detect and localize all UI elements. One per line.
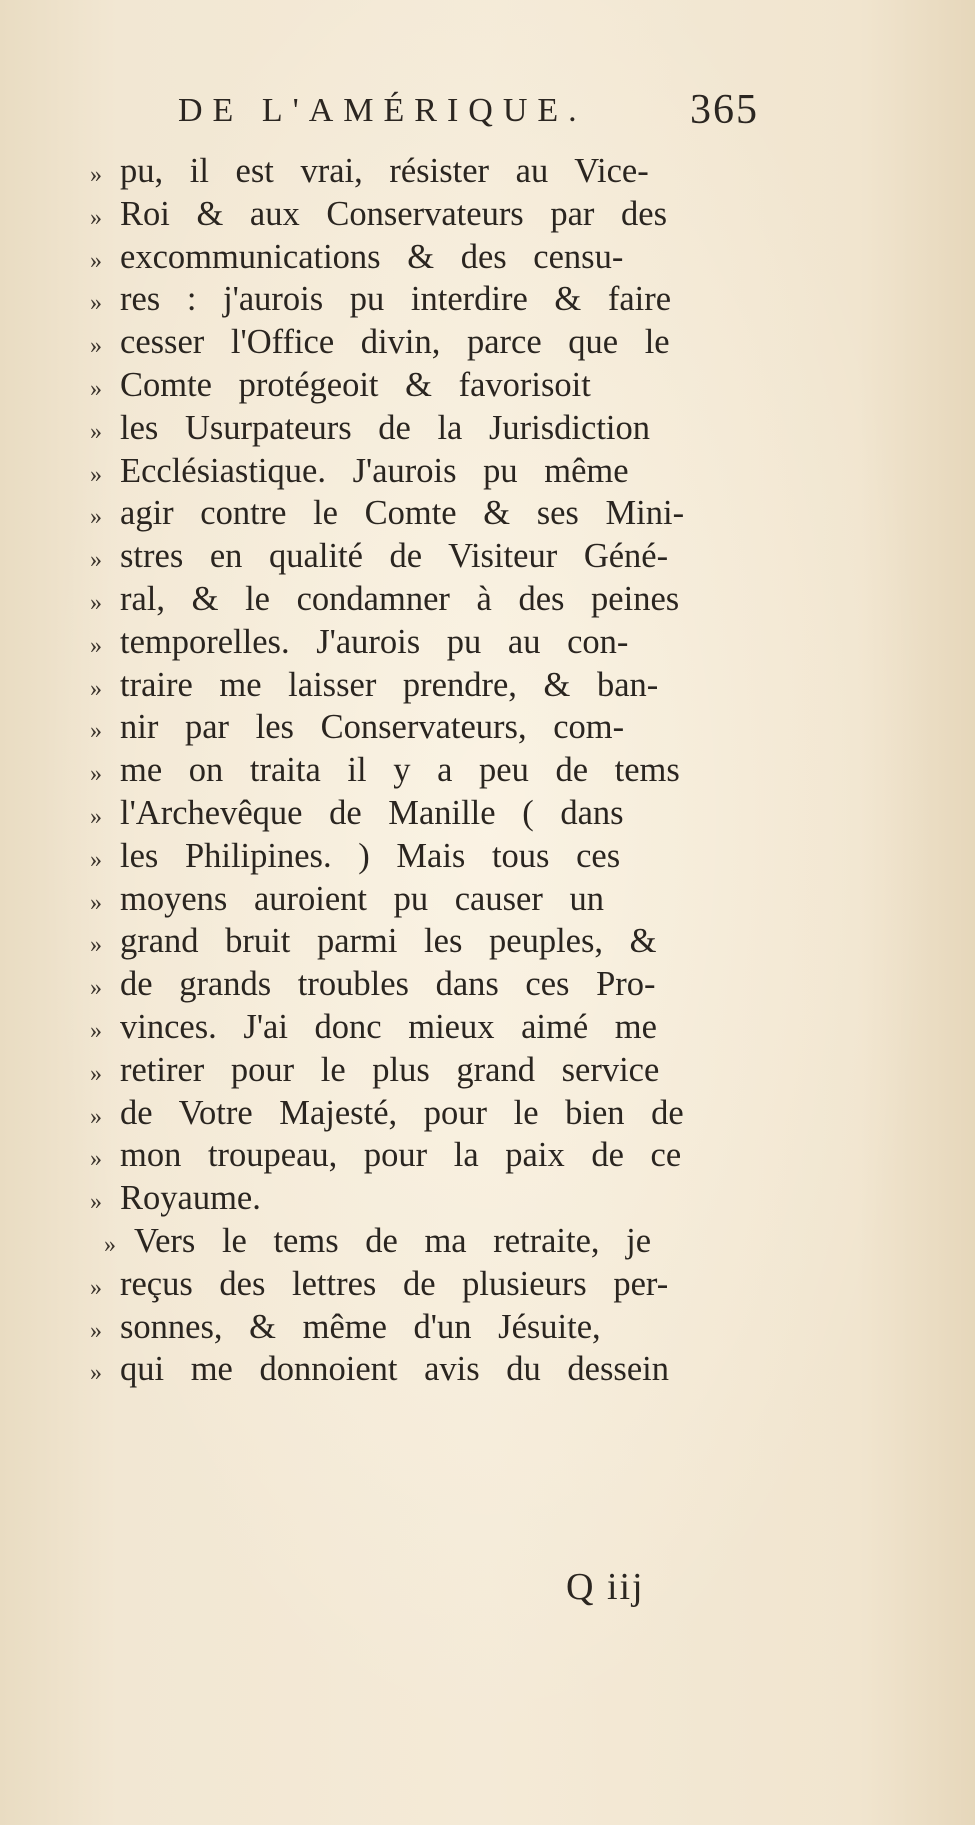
text-line xyxy=(90,452,790,495)
line-text: grand bruit parmi les peuples, & xyxy=(120,922,657,961)
quotation-mark: » xyxy=(90,1103,102,1130)
line-text: sonnes, & même d'un Jésuite, xyxy=(120,1307,601,1346)
text-line xyxy=(90,623,790,666)
quotation-mark: » xyxy=(90,889,102,916)
line-text: moyens auroient pu causer un xyxy=(120,879,604,918)
line-text: vinces. J'ai donc mieux aimé me xyxy=(120,1007,657,1046)
quotation-mark: » xyxy=(90,1189,102,1216)
text-line xyxy=(90,195,790,238)
text-line xyxy=(90,1350,790,1393)
text-line xyxy=(90,751,790,794)
quotation-mark: » xyxy=(90,333,102,360)
quotation-mark: » xyxy=(90,1146,102,1173)
line-text: me on traita il y a peu de tems xyxy=(120,751,680,790)
quotation-mark: » xyxy=(90,761,102,788)
quotation-mark: » xyxy=(90,632,102,659)
text-line xyxy=(90,580,790,623)
line-text: nir par les Conservateurs, com- xyxy=(120,708,625,747)
line-text: les Usurpateurs de la Jurisdiction xyxy=(120,408,650,447)
quotation-mark: » xyxy=(90,975,102,1002)
quotation-mark: » xyxy=(90,846,102,873)
text-line xyxy=(90,280,790,323)
line-text: excommunications & des censu- xyxy=(120,237,624,276)
line-text: les Philipines. ) Mais tous ces xyxy=(120,836,621,875)
text-line xyxy=(90,409,790,452)
text-line xyxy=(90,152,790,195)
text-line xyxy=(90,666,790,709)
quotation-mark: » xyxy=(90,1017,102,1044)
line-text: l'Archevêque de Manille ( dans xyxy=(120,793,624,832)
text-line xyxy=(90,880,790,923)
line-text: Royaume. xyxy=(120,1179,261,1218)
text-line xyxy=(90,494,790,537)
quotation-mark: » xyxy=(104,1231,116,1258)
quotation-mark: » xyxy=(90,1360,102,1387)
line-text: temporelles. J'aurois pu au con- xyxy=(120,622,629,661)
text-line xyxy=(90,1051,790,1094)
text-line xyxy=(90,965,790,1008)
line-text: Comte protégeoit & favorisoit xyxy=(120,365,591,404)
text-line xyxy=(90,366,790,409)
quotation-mark: » xyxy=(90,204,102,231)
quotation-mark: » xyxy=(90,162,102,188)
text-line xyxy=(90,708,790,751)
quotation-mark: » xyxy=(90,1317,102,1344)
quotation-mark: » xyxy=(90,1060,102,1087)
line-text: Roi & aux Conservateurs par des xyxy=(120,194,668,233)
running-title: DE L'AMÉRIQUE. xyxy=(178,92,587,129)
line-text: de grands troubles dans ces Pro- xyxy=(120,965,656,1004)
line-text: retirer pour le plus grand service xyxy=(120,1050,660,1089)
page-header xyxy=(0,86,975,146)
quotation-mark: » xyxy=(90,461,102,488)
text-line xyxy=(90,1222,790,1265)
line-text: cesser l'Office divin, parce que le xyxy=(120,323,670,362)
line-text: Vers le tems de ma retraite, je xyxy=(134,1221,652,1260)
line-text: stres en qualité de Visiteur Géné- xyxy=(120,537,669,576)
text-line xyxy=(90,1179,790,1222)
text-line xyxy=(90,837,790,880)
quotation-mark: » xyxy=(90,418,102,445)
line-text: reçus des lettres de plusieurs per- xyxy=(120,1264,669,1303)
text-line xyxy=(90,323,790,366)
quotation-mark: » xyxy=(90,589,102,616)
quotation-mark: » xyxy=(90,504,102,531)
line-text: Ecclésiastique. J'aurois pu même xyxy=(120,451,629,490)
text-line xyxy=(90,1008,790,1051)
line-text: agir contre le Comte & ses Mini- xyxy=(120,494,685,533)
quotation-mark: » xyxy=(90,547,102,574)
text-line xyxy=(90,922,790,965)
text-line xyxy=(90,537,790,580)
line-text: pu, il est vrai, résister au Vice- xyxy=(120,152,649,190)
line-text: mon troupeau, pour la paix de ce xyxy=(120,1136,682,1175)
text-line xyxy=(90,1136,790,1179)
line-text: ral, & le condamner à des peines xyxy=(120,579,680,618)
quotation-mark: » xyxy=(90,247,102,274)
signature-mark: Q iij xyxy=(566,1566,645,1608)
quotation-mark: » xyxy=(90,290,102,317)
quotation-mark: » xyxy=(90,375,102,402)
line-text: res : j'aurois pu interdire & faire xyxy=(120,280,672,319)
body-text xyxy=(90,152,790,1393)
text-line xyxy=(90,238,790,281)
quotation-mark: » xyxy=(90,718,102,745)
quotation-mark: » xyxy=(90,932,102,959)
quotation-mark: » xyxy=(90,803,102,830)
line-text: de Votre Majesté, pour le bien de xyxy=(120,1093,684,1132)
text-line xyxy=(90,794,790,837)
quotation-mark: » xyxy=(90,1274,102,1301)
quotation-mark: » xyxy=(90,675,102,702)
text-line xyxy=(90,1265,790,1308)
text-line xyxy=(90,1308,790,1351)
line-text: traire me laisser prendre, & ban- xyxy=(120,665,659,704)
page-number: 365 xyxy=(690,87,759,133)
line-text: qui me donnoient avis du dessein xyxy=(120,1350,669,1389)
text-line xyxy=(90,1094,790,1137)
